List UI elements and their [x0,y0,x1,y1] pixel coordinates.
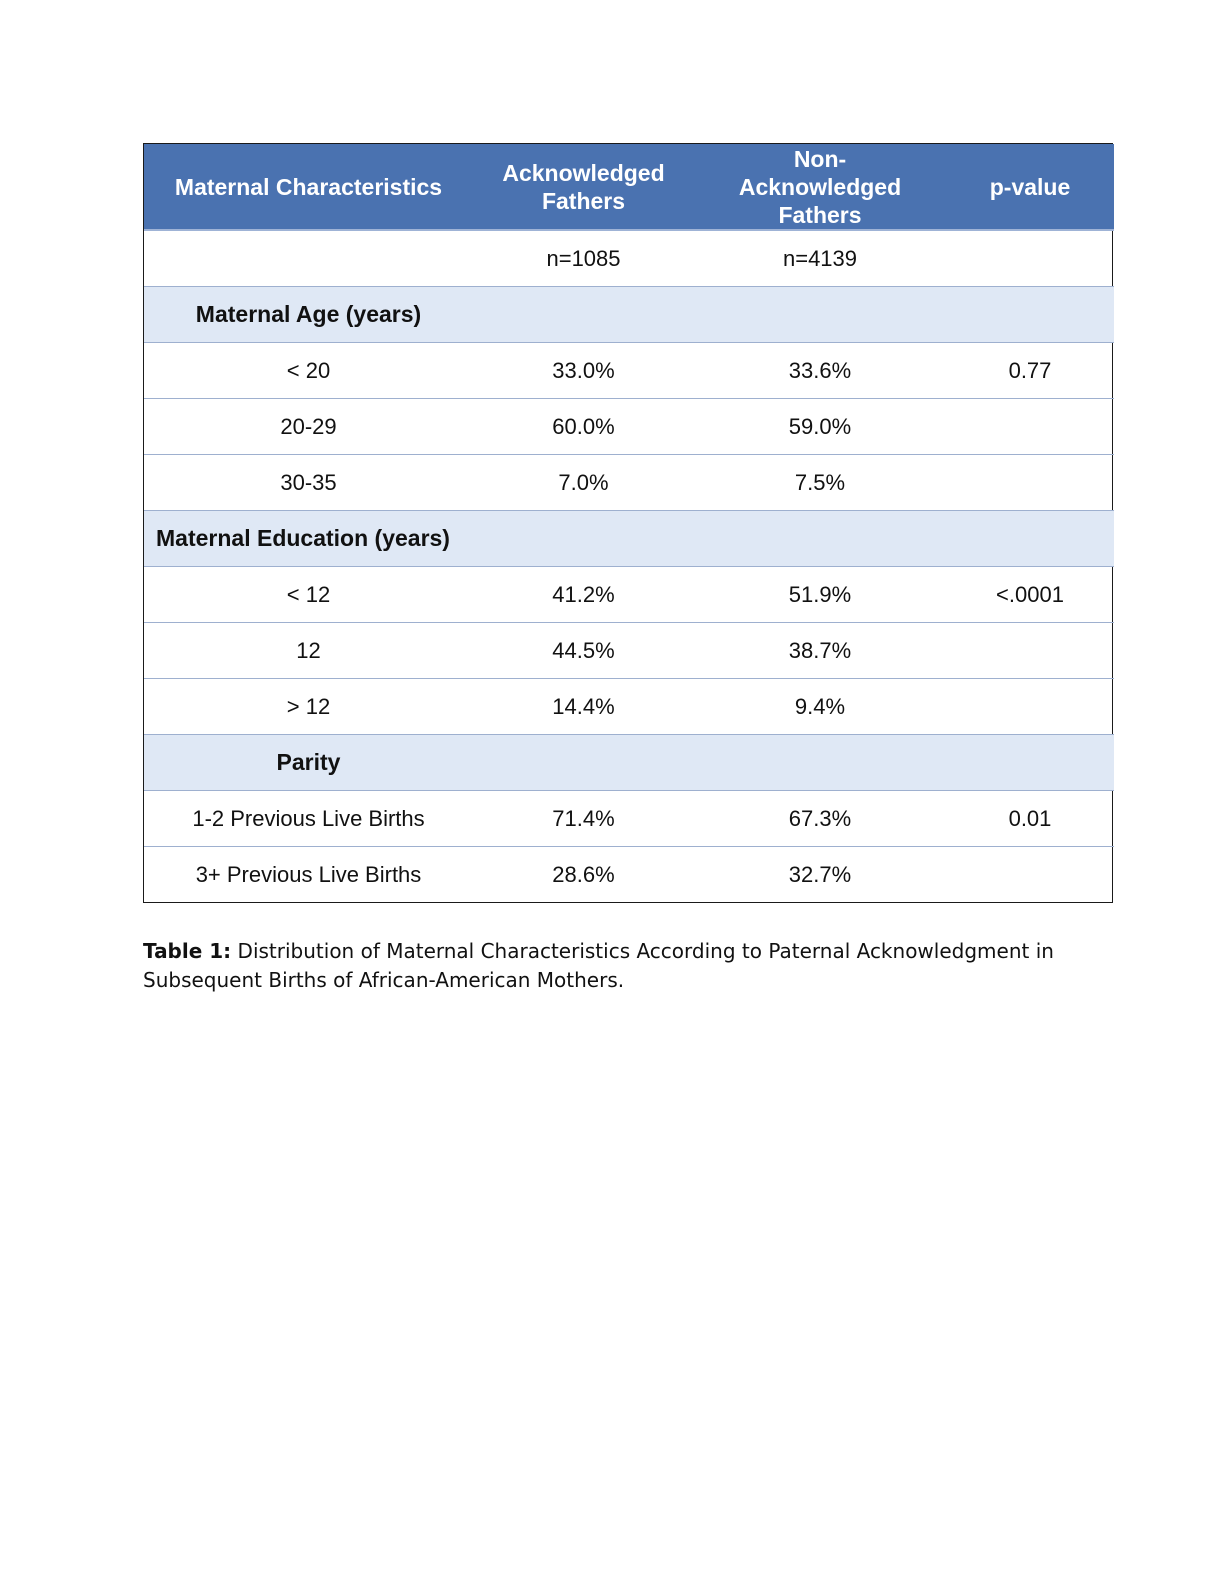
table-cell: 60.0% [473,399,694,455]
section-label: Parity [144,735,473,791]
table-cell: 28.6% [552,861,615,887]
table-cell: 71.4% [473,791,694,847]
table-row [144,567,1114,623]
table-cell: 59.0% [694,399,946,455]
table-cell: 33.0% [473,343,694,399]
table-cell [946,623,1114,679]
table-cell: 38.7% [694,623,946,679]
table-cell [694,287,946,343]
table-body [144,230,1114,902]
table-row [144,399,1114,455]
table-cell: 7.0% [473,455,694,511]
table-row [144,343,1114,399]
table-cell [473,511,694,567]
header-acknowledged-fathers: Acknowledged Fathers [473,144,694,230]
table-cell: 3+ Previous Live Births [195,861,422,887]
table-cell: 33.6% [694,343,946,399]
table-cell [946,511,1114,567]
table-cell [946,287,1114,343]
section-row-maternal-age [144,287,1114,343]
table-cell [946,847,1114,903]
section-label: Maternal Age (years) [144,287,473,343]
table-cell: 0.01 [946,791,1114,847]
header-row [144,144,1114,230]
table-cell [946,399,1114,455]
table-cell [694,511,946,567]
table-cell: 51.9% [694,567,946,623]
table-cell [946,679,1114,735]
table-cell: n=1085 [473,230,694,287]
section-row-maternal-education [144,511,1114,567]
table-cell: < 12 [144,567,473,623]
table-cell: n=4139 [694,230,946,287]
maternal-characteristics-table [144,144,1114,902]
table-cell: 0.77 [946,343,1114,399]
table-row [144,455,1114,511]
header-p-value: p-value [946,144,1114,230]
table-row [144,679,1114,735]
caption-label: Table 1: [143,939,232,963]
sample-size-row [144,230,1114,287]
header-non-acknowledged-fathers: Non-Acknowledged Fathers [694,144,946,230]
table-cell: 14.4% [473,679,694,735]
table-cell [946,735,1114,791]
table-cell [144,230,473,287]
table-cell: 32.7% [788,861,852,887]
table-cell: 7.5% [694,455,946,511]
table-cell: 20-29 [144,399,473,455]
table-cell: 12 [144,623,473,679]
table-row [144,791,1114,847]
table-caption [143,937,1103,995]
table-cell [473,287,694,343]
table-cell: 1-2 Previous Live Births [144,791,473,847]
table-cell: 30-35 [144,455,473,511]
table-cell: 44.5% [473,623,694,679]
section-row-parity [144,735,1114,791]
table-cell: > 12 [144,679,473,735]
table-cell [946,455,1114,511]
caption-text: Distribution of Maternal Characteristics According to Paternal Acknowledgment in Subsequent Births of African-American Mothers. [143,939,1054,992]
table-cell [694,735,946,791]
table-row [144,623,1114,679]
header-maternal-characteristics: Maternal Characteristics [144,144,473,230]
table-cell [946,230,1114,287]
data-table [143,143,1113,903]
table-cell: 41.2% [473,567,694,623]
table-cell [473,735,694,791]
table-cell: <.0001 [946,567,1114,623]
table-row [144,847,1114,903]
section-label: Maternal Education (years) [144,511,473,567]
table-cell: 67.3% [694,791,946,847]
table-cell: 9.4% [694,679,946,735]
table-cell: < 20 [144,343,473,399]
table-header [144,144,1114,230]
